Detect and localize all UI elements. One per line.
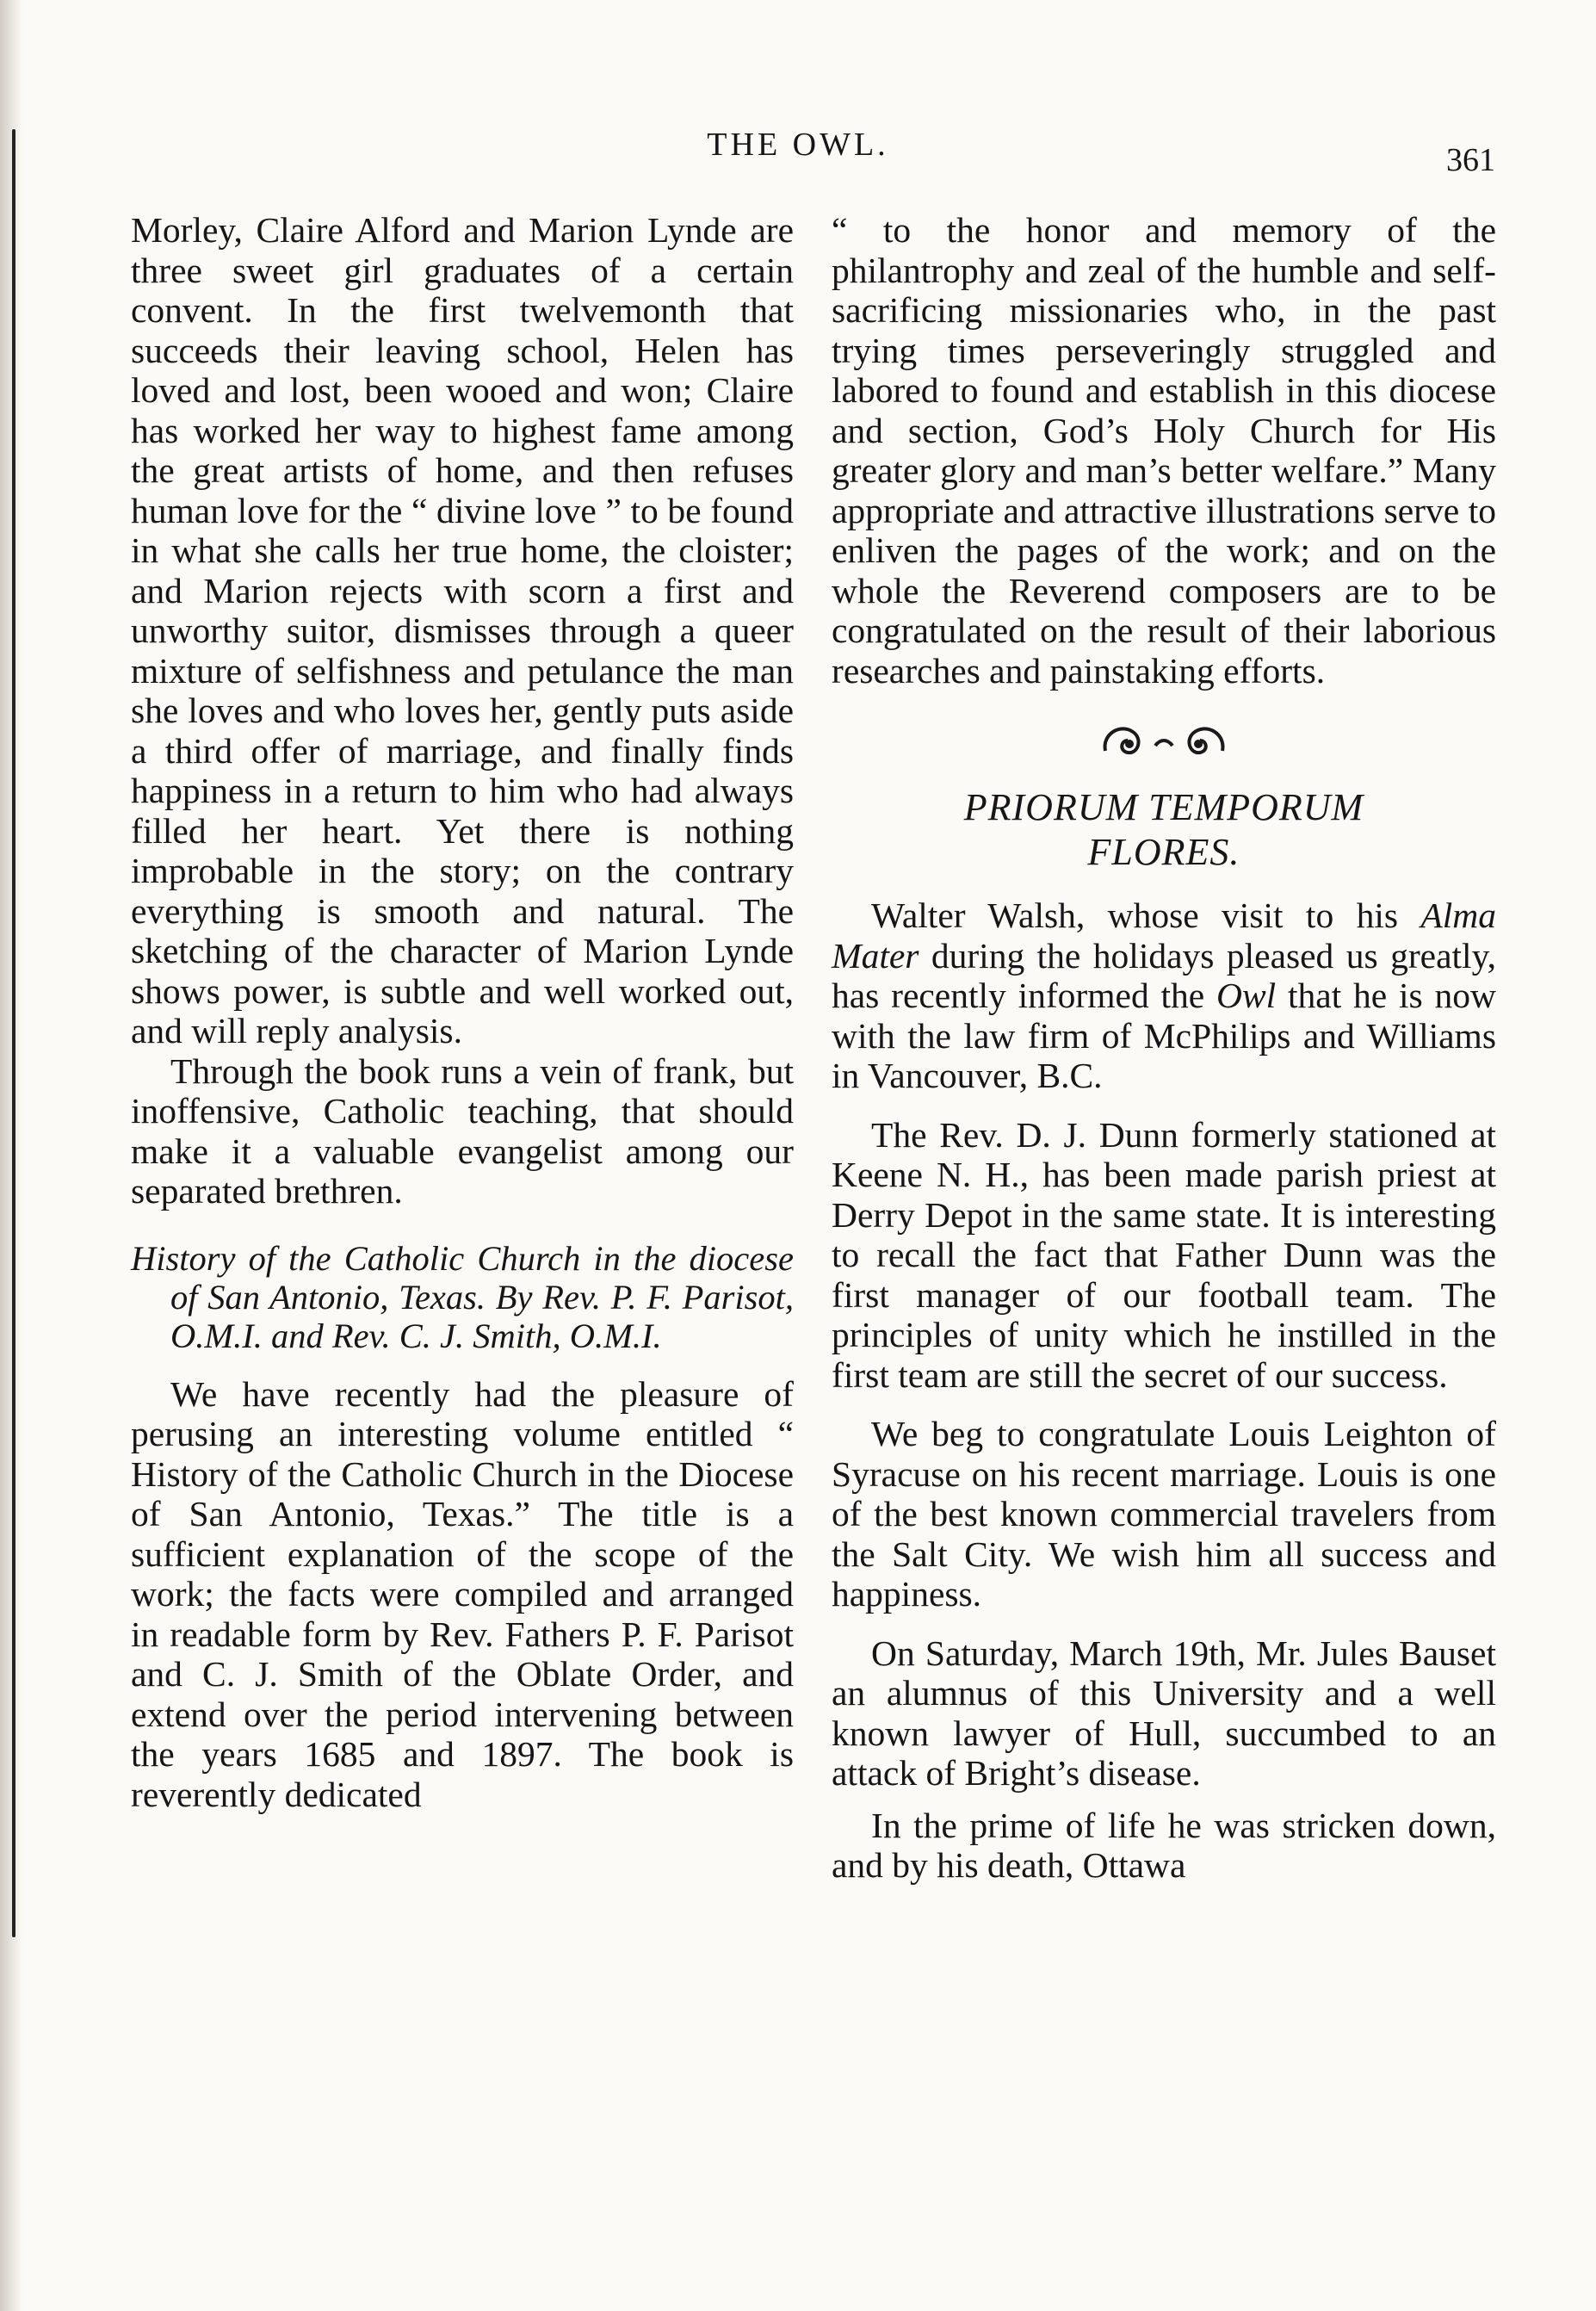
walsh-text-2: during the holidays pleased us greatly, has recently informed the <box>832 935 1496 1015</box>
paragraph-prime-of-life: In the prime of life he was stricken down, and by his death, Ottawa <box>832 1805 1496 1885</box>
paragraph-morley: Morley, Claire Alford and Marion Lynde are three sweet girl graduates of a certain convent. In the first twelvemonth that succeeds their leaving school, Helen has loved and lost, been wooed and won; Claire has worked her way to highest fame among the great artists of home, and then refuses human love for the “ divine love ” to be found in what she calls her true home, the cloister; and Marion rejects with scorn a first and unworthy suitor, dismisses through a queer mixture of selfishness and petulance the man she loves and who loves her, gently puts aside a third offer of marriage, and finally finds happiness in a return to him who had always filled her heart. Yet there is nothing improbable in the story; on the contrary everything is smooth and natural. The sketching of the character of Marion Lynde shows power, is subtle and well worked out, and will reply analysis. <box>131 210 794 1050</box>
double-spiral-ornament-icon <box>1095 716 1233 765</box>
paragraph-bauset: On Saturday, March 19th, Mr. Jules Bauset an alumnus of this University and a well known lawyer of Hull, succumbed to an attack of Bright’s disease. <box>832 1633 1496 1793</box>
walsh-italic-alma-mater: Alma Mater <box>832 895 1496 976</box>
paragraph-history-review: We have recently had the pleasure of perusing an interesting volume entitled “ History of the Catholic Church in the Diocese of San Antonio, Texas.” The title is a sufficient explanation of the scope of the work; the facts were compiled and arranged in readable form by Rev. Fathers P. F. Parisot and C. J. Smith of the Oblate Order, and extend over the period intervening between the years 1685 and 1897. The book is reverently dedicated <box>131 1373 794 1814</box>
page-number: 361 <box>1446 142 1495 178</box>
right-column <box>832 210 1496 1886</box>
paragraph-leighton: We beg to congratulate Louis Leighton of Syracuse on his recent marriage. Louis is one of the best known commercial travelers from the Salt City. We wish him all success and happiness. <box>832 1414 1496 1614</box>
section-title <box>832 785 1496 875</box>
walsh-text-1: Walter Walsh, whose visit to his <box>871 895 1421 935</box>
section-title-line-2: FLORES. <box>1087 831 1240 873</box>
binding-mark <box>12 129 15 1937</box>
left-column <box>131 210 794 1814</box>
paragraph-dedication: “ to the honor and memory of the philantrophy and zeal of the humble and self-sacrificing missionaries who, in the past trying times perseveringly struggled and labored to found and establish in this diocese and section, God’s Holy Church for His greater glory and man’s better welfare.” Many appropriate and attractive illustrations serve to enliven the pages of the work; and on the whole the Reverend composers are to be congratulated on the result of their laborious researches and painstaking efforts. <box>832 210 1496 691</box>
running-title: THE OWL. <box>707 127 889 163</box>
page-edge-shadow <box>0 0 22 2311</box>
paragraph-book-teaching: Through the book runs a vein of frank, but inoffensive, Catholic teaching, that should make it a valuable evangelist among our separated brethren. <box>131 1050 794 1211</box>
section-title-line-1: PRIORUM TEMPORUM <box>963 786 1364 828</box>
walsh-italic-owl: Owl <box>1216 976 1277 1015</box>
paragraph-dunn: The Rev. D. J. Dunn formerly stationed at Keene N. H., has been made parish priest at Derry Depot in the same state. It is interesting to recall the fact that Father Dunn was the first manager of our football team. The principles of unity which he instilled in the first team are still the secret of our success. <box>832 1114 1496 1395</box>
paragraph-walsh <box>832 895 1496 1096</box>
walsh-text-3: that he is now with the law firm of McPhilips and Williams in Vancouver, B.C. <box>832 976 1496 1095</box>
book-heading: History of the Catholic Church in the diocese of San Antonio, Texas. By Rev. P. F. Parisot, O.M.I. and Rev. C. J. Smith, O.M.I. <box>131 1238 794 1355</box>
